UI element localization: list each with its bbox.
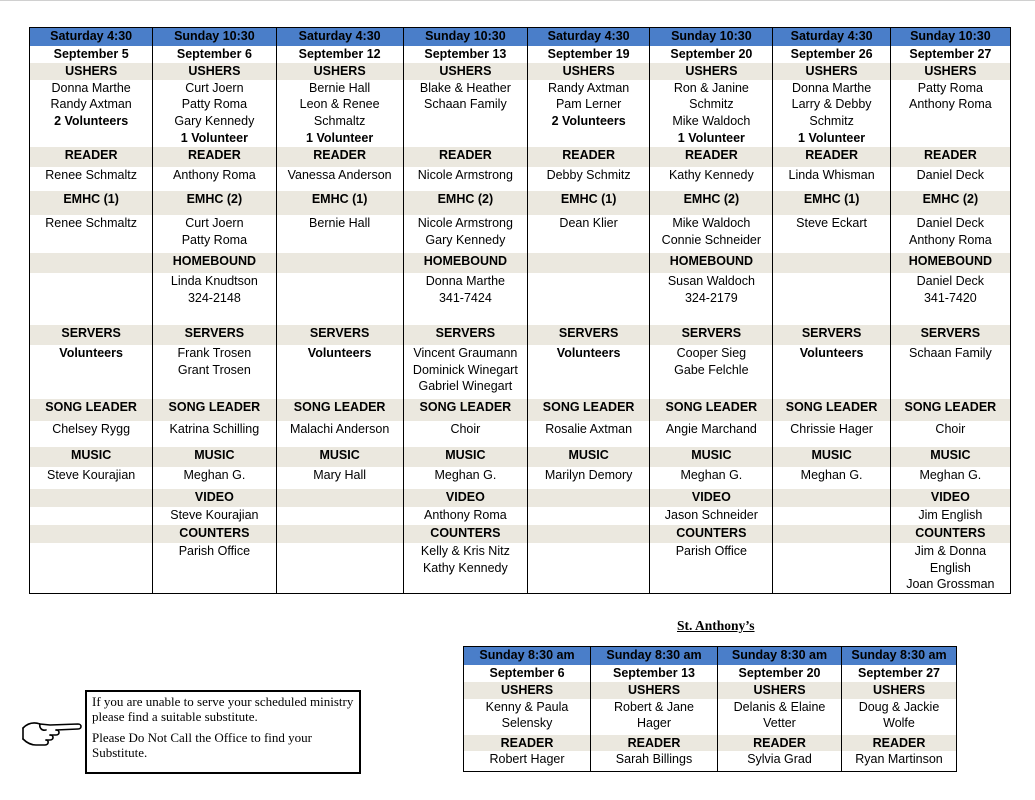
hdr-row [464,682,957,699]
schedule-cell [276,489,403,507]
schedule-cell: Saturday 4:30 [528,28,650,47]
schedule-cell: USHERS [528,63,650,80]
hdr-row [464,735,957,752]
name-row [30,507,1011,525]
schedule-cell: Meghan G. [153,467,276,489]
schedule-cell: READER [464,735,591,752]
schedule-cell: MUSIC [403,447,527,467]
schedule-cell [528,489,650,507]
schedule-cell: Kelly & Kris Nitz Kathy Kennedy [403,543,527,594]
schedule-cell: USHERS [591,682,718,699]
schedule-cell: Delanis & Elaine Vetter [718,699,842,735]
schedule-cell: READER [842,735,957,752]
schedule-cell: September 5 [30,46,153,63]
schedule-cell: Katrina Schilling [153,421,276,447]
schedule-cell: USHERS [403,63,527,80]
schedule-cell [773,543,890,594]
schedule-cell: USHERS [30,63,153,80]
name-row [464,751,957,772]
schedule-cell: Angie Marchand [650,421,773,447]
schedule-cell: SERVERS [30,325,153,345]
schedule-cell: Sunday 8:30 am [718,647,842,666]
schedule-cell [276,273,403,325]
schedule-cell: Meghan G. [773,467,890,489]
cell-line: 1 Volunteer [798,130,866,145]
schedule-cell [276,253,403,273]
cell-line: Larry & Debby [791,97,872,112]
schedule-cell: Sunday 10:30 [650,28,773,47]
schedule-cell: SONG LEADER [890,399,1010,421]
schedule-cell: Malachi Anderson [276,421,403,447]
schedule-cell: Choir [403,421,527,447]
schedule-cell: Mary Hall [276,467,403,489]
time-row [464,647,957,666]
schedule-cell: Renee Schmaltz [30,215,153,253]
schedule-cell: MUSIC [773,447,890,467]
schedule-cell: Sunday 10:30 [403,28,527,47]
name-row [30,467,1011,489]
schedule-cell: Patty Roma Anthony Roma [890,80,1010,147]
schedule-cell: Mike Waldoch Connie Schneider [650,215,773,253]
schedule-cell: Susan Waldoch 324-2179 [650,273,773,325]
schedule-cell [30,543,153,594]
schedule-cell: Nicole Armstrong [403,167,527,191]
schedule-cell: READER [276,147,403,167]
schedule-cell: HOMEBOUND [153,253,276,273]
schedule-cell: Kathy Kennedy [650,167,773,191]
cell-line: Gary Kennedy [174,114,255,129]
hdr-row [30,191,1011,215]
schedule-cell: HOMEBOUND [890,253,1010,273]
schedule-cell: September 12 [276,46,403,63]
cell-line: Ron & Janine [673,80,749,95]
schedule-cell: SONG LEADER [30,399,153,421]
schedule-cell: READER [528,147,650,167]
schedule-cell: EMHC (2) [153,191,276,215]
cell-line: Mike Waldoch [672,114,751,129]
schedule-cell: Daniel Deck [890,167,1010,191]
schedule-cell: Robert & Jane Hager [591,699,718,735]
schedule-cell: Chelsey Rygg [30,421,153,447]
st-anthony-schedule-table [463,646,957,772]
schedule-cell: September 6 [153,46,276,63]
cell-line: 2 Volunteers [551,114,626,129]
schedule-cell: SONG LEADER [403,399,527,421]
name-row [30,421,1011,447]
schedule-cell: MUSIC [890,447,1010,467]
schedule-cell: USHERS [718,682,842,699]
schedule-cell [773,489,890,507]
schedule-cell [30,253,153,273]
schedule-cell [773,273,890,325]
schedule-cell [528,273,650,325]
schedule-cell [773,525,890,543]
schedule-cell: USHERS [890,63,1010,80]
schedule-cell [30,345,153,399]
schedule-cell [276,525,403,543]
cell-line: Schmitz [809,114,854,129]
pointing-hand-icon [20,712,84,752]
schedule-cell: SONG LEADER [276,399,403,421]
schedule-cell: READER [153,147,276,167]
schedule-cell [528,253,650,273]
schedule-cell: Chrissie Hager [773,421,890,447]
schedule-cell: Sunday 8:30 am [464,647,591,666]
schedule-cell: Blake & Heather Schaan Family [403,80,527,147]
cell-line: Donna Marthe [791,80,872,95]
name-row [30,167,1011,191]
schedule-cell: Doug & Jackie Wolfe [842,699,957,735]
hdr-row [30,63,1011,80]
schedule-cell: Kenny & Paula Selensky [464,699,591,735]
cell-line: 1 Volunteer [677,130,745,145]
schedule-cell: READER [650,147,773,167]
schedule-cell: September 13 [403,46,527,63]
schedule-cell: READER [403,147,527,167]
schedule-cell: READER [718,735,842,752]
schedule-cell: SONG LEADER [528,399,650,421]
schedule-cell: USHERS [464,682,591,699]
schedule-cell: SERVERS [276,325,403,345]
schedule-cell: MUSIC [153,447,276,467]
schedule-cell: READER [30,147,153,167]
schedule-cell: VIDEO [153,489,276,507]
schedule-cell: SONG LEADER [773,399,890,421]
schedule-cell: SONG LEADER [650,399,773,421]
schedule-cell: Jason Schneider [650,507,773,525]
schedule-cell: SERVERS [890,325,1010,345]
schedule-cell: Vanessa Anderson [276,167,403,191]
schedule-cell [30,80,153,147]
schedule-cell [153,80,276,147]
cell-line: 2 Volunteers [54,114,129,129]
cell-line: Schmitz [689,97,734,112]
schedule-cell: SERVERS [650,325,773,345]
schedule-cell: Anthony Roma [153,167,276,191]
schedule-cell: Parish Office [650,543,773,594]
name-row [464,699,957,735]
schedule-cell: VIDEO [403,489,527,507]
cell-line: 1 Volunteer [306,130,374,145]
name-row [30,80,1011,147]
schedule-cell [773,507,890,525]
schedule-cell: Saturday 4:30 [30,28,153,47]
schedule-cell: Jim & Donna English Joan Grossman [890,543,1010,594]
schedule-cell: Vincent Graumann Dominick Winegart Gabriel Winegart [403,345,527,399]
cell-line: Volunteers [556,345,621,360]
hdr-row [30,253,1011,273]
schedule-cell: September 20 [650,46,773,63]
schedule-cell: Renee Schmaltz [30,167,153,191]
date-row [30,46,1011,63]
hdr-row [30,447,1011,467]
schedule-cell: MUSIC [276,447,403,467]
schedule-cell [276,507,403,525]
schedule-cell: MUSIC [30,447,153,467]
schedule-cell: Ryan Martinson [842,751,957,772]
schedule-cell: SERVERS [153,325,276,345]
schedule-cell: September 20 [718,665,842,682]
hdr-row [30,147,1011,167]
schedule-cell: READER [773,147,890,167]
schedule-cell: Meghan G. [650,467,773,489]
schedule-cell: EMHC (2) [403,191,527,215]
hdr-row [30,325,1011,345]
schedule-cell: Daniel Deck 341-7420 [890,273,1010,325]
date-row [464,665,957,682]
schedule-cell: Meghan G. [890,467,1010,489]
cell-line: Bernie Hall [309,80,371,95]
schedule-cell [276,80,403,147]
name-row [30,543,1011,594]
schedule-cell: Sunday 10:30 [890,28,1010,47]
st-anthony-title: St. Anthony’s [677,618,755,633]
cell-line: 1 Volunteer [180,130,248,145]
cell-line: Volunteers [307,345,372,360]
schedule-cell: Cooper Sieg Gabe Felchle [650,345,773,399]
schedule-cell: Steve Kourajian [30,467,153,489]
schedule-cell: Linda Whisman [773,167,890,191]
cell-line: Schmaltz [313,114,366,129]
cell-line: Randy Axtman [547,80,630,95]
schedule-cell: USHERS [650,63,773,80]
schedule-cell: SERVERS [528,325,650,345]
schedule-cell [528,80,650,147]
schedule-cell: Saturday 4:30 [276,28,403,47]
notice-line-1: If you are unable to serve your scheduled ministry please find a suitable substitute. [92,694,354,724]
schedule-cell: Anthony Roma [403,507,527,525]
schedule-cell: VIDEO [890,489,1010,507]
schedule-cell [528,525,650,543]
schedule-cell: SERVERS [403,325,527,345]
cell-line: Volunteers [799,345,864,360]
schedule-cell: Steve Eckart [773,215,890,253]
schedule-cell: EMHC (2) [890,191,1010,215]
schedule-cell: Sunday 10:30 [153,28,276,47]
notice-line-2: Please Do Not Call the Office to find your Substitute. [92,730,312,760]
schedule-cell: Daniel Deck Anthony Roma [890,215,1010,253]
schedule-cell [30,507,153,525]
schedule-cell: Jim English [890,507,1010,525]
schedule-cell [30,489,153,507]
schedule-cell: Sylvia Grad [718,751,842,772]
schedule-cell: Sarah Billings [591,751,718,772]
schedule-cell: USHERS [842,682,957,699]
schedule-cell: EMHC (1) [773,191,890,215]
schedule-cell: Donna Marthe 341-7424 [403,273,527,325]
schedule-cell: September 6 [464,665,591,682]
schedule-cell: MUSIC [650,447,773,467]
cell-line: Pam Lerner [555,97,622,112]
schedule-cell: USHERS [153,63,276,80]
schedule-cell [773,253,890,273]
schedule-cell [30,525,153,543]
schedule-cell: SERVERS [773,325,890,345]
schedule-cell: VIDEO [650,489,773,507]
schedule-cell: Sunday 8:30 am [591,647,718,666]
schedule-cell: USHERS [773,63,890,80]
schedule-cell: Steve Kourajian [153,507,276,525]
name-row [30,215,1011,253]
schedule-cell: HOMEBOUND [650,253,773,273]
schedule-cell: EMHC (1) [276,191,403,215]
schedule-cell: MUSIC [528,447,650,467]
schedule-cell: Debby Schmitz [528,167,650,191]
ministry-schedule-table [29,27,1011,594]
schedule-cell: Meghan G. [403,467,527,489]
substitute-notice [85,690,361,774]
cell-line: Donna Marthe [51,80,131,95]
cell-line: Volunteers [59,345,123,360]
schedule-cell: September 26 [773,46,890,63]
cell-line: Randy Axtman [50,97,132,112]
schedule-cell: September 13 [591,665,718,682]
schedule-cell: Rosalie Axtman [528,421,650,447]
schedule-cell: COUNTERS [650,525,773,543]
schedule-cell: Linda Knudtson 324-2148 [153,273,276,325]
schedule-cell: September 19 [528,46,650,63]
name-row [30,273,1011,325]
schedule-cell: Dean Klier [528,215,650,253]
schedule-cell [773,345,890,399]
hdr-row [30,525,1011,543]
schedule-cell: Robert Hager [464,751,591,772]
time-row [30,28,1011,47]
schedule-cell: EMHC (1) [528,191,650,215]
schedule-cell: Parish Office [153,543,276,594]
schedule-cell: Curt Joern Patty Roma [153,215,276,253]
hdr-row [30,489,1011,507]
schedule-cell [528,543,650,594]
schedule-cell: Marilyn Demory [528,467,650,489]
schedule-cell: COUNTERS [403,525,527,543]
schedule-cell: USHERS [276,63,403,80]
schedule-cell [528,345,650,399]
schedule-cell: Frank Trosen Grant Trosen [153,345,276,399]
cell-line: Leon & Renee [299,97,380,112]
cell-line: Curt Joern [185,80,244,95]
schedule-cell: Saturday 4:30 [773,28,890,47]
schedule-cell: Choir [890,421,1010,447]
name-row [30,345,1011,399]
schedule-cell [276,345,403,399]
schedule-cell: EMHC (2) [650,191,773,215]
schedule-cell [30,273,153,325]
schedule-cell: Schaan Family [890,345,1010,399]
schedule-cell: READER [890,147,1010,167]
schedule-cell: COUNTERS [153,525,276,543]
schedule-cell: September 27 [890,46,1010,63]
schedule-cell: Nicole Armstrong Gary Kennedy [403,215,527,253]
schedule-cell: SONG LEADER [153,399,276,421]
schedule-cell: COUNTERS [890,525,1010,543]
top-rule [0,0,1035,1]
schedule-cell: Bernie Hall [276,215,403,253]
schedule-cell: Sunday 8:30 am [842,647,957,666]
hdr-row [30,399,1011,421]
schedule-cell [650,80,773,147]
schedule-cell: READER [591,735,718,752]
schedule-cell [276,543,403,594]
schedule-cell: EMHC (1) [30,191,153,215]
cell-line: Patty Roma [181,97,248,112]
schedule-cell [773,80,890,147]
schedule-cell [528,507,650,525]
schedule-cell: HOMEBOUND [403,253,527,273]
schedule-cell: September 27 [842,665,957,682]
